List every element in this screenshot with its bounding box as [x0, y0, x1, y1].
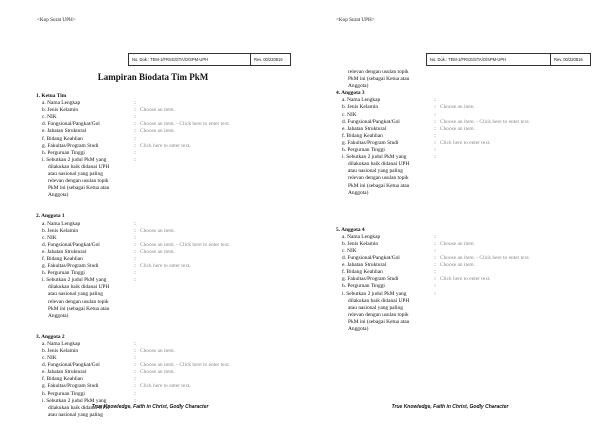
colon: :	[134, 340, 136, 347]
left-column	[36, 93, 294, 419]
field-label: i. Sebutkan 2 judul PkM yang	[42, 156, 107, 163]
field-label-continuation: relevan dengan usulan topik	[348, 69, 409, 75]
field-label-continuation: dilakukan baik didanai UPH	[48, 163, 110, 170]
field-label: c. NIK	[342, 111, 357, 118]
colon: :	[134, 135, 136, 142]
section-heading: 3. Anggota 2	[36, 333, 65, 340]
field-row-bidang	[36, 136, 294, 143]
field-label-continuation: atau nasional yang paling	[48, 411, 103, 418]
colon: :	[134, 121, 136, 128]
colon: :	[434, 262, 436, 269]
field-label: g. Fakultas/Program Studi	[42, 142, 99, 149]
field-label: i. Sebutkan 2 judul PkM yang	[42, 397, 107, 404]
section-anggota-2-continued	[336, 69, 594, 90]
text-field[interactable]: Click here to enter text.	[140, 383, 191, 390]
field-label: b. Jenis Kelamin	[342, 104, 379, 111]
colon: :	[434, 147, 436, 154]
colon: :	[434, 154, 436, 161]
field-label: b. Jenis Kelamin	[42, 107, 79, 114]
field-label: d. Fungsional/Pangkat/Gol	[342, 118, 400, 125]
choose-item-dropdown[interactable]: Choose an item.	[140, 227, 175, 234]
field-label-continuation: PkM ini (sebagai Ketua atau	[348, 182, 410, 189]
field-row-jabatan	[36, 128, 294, 135]
colon: :	[434, 233, 436, 240]
field-label: d. Fungsional/Pangkat/Gol	[42, 362, 100, 369]
choose-item-dropdown[interactable]: Choose an item.	[140, 348, 175, 354]
colon: :	[134, 128, 136, 135]
colon: :	[134, 107, 136, 114]
text-field[interactable]: Click here to enter text.	[140, 142, 191, 149]
field-label: e. Jabatan Struktural	[42, 369, 87, 376]
field-row-jabatan	[336, 126, 594, 133]
section-heading: 1. Ketua Tim	[36, 93, 67, 99]
field-label: e. Jabatan Struktural	[342, 125, 387, 132]
field-label-continuation: atau nasional yang paling	[348, 304, 403, 311]
field-row-fakultas	[336, 140, 594, 147]
colon: :	[434, 255, 436, 262]
colon: :	[134, 149, 136, 156]
choose-item-dropdown[interactable]: Choose an item.	[440, 262, 475, 269]
field-label: b. Jenis Kelamin	[342, 240, 379, 247]
field-row-fakultas	[336, 276, 594, 283]
field-label-continuation: relevan dengan usulan topik	[348, 311, 409, 318]
choose-item-dropdown[interactable]: Choose an item.	[140, 107, 175, 114]
field-row-nik	[36, 114, 294, 121]
colon: :	[434, 240, 436, 247]
field-row-nik	[336, 248, 594, 255]
field-label: e. Jabatan Struktural	[42, 128, 87, 135]
field-row-jenis-kelamin	[36, 107, 294, 114]
colon: :	[134, 114, 136, 121]
field-row-judul-pkm	[336, 154, 594, 161]
field-label-continuation: PkM ini (sebagai Ketua atau	[348, 318, 410, 325]
choose-item-text-field[interactable]: Choose an item. - Click here to enter text.	[440, 118, 531, 125]
choose-item-text-field[interactable]: Choose an item. - Click here to enter text.	[140, 241, 231, 248]
choose-item-text-field[interactable]: Choose an item. - Click here to enter text.	[440, 255, 531, 262]
field-label: a. Nama Lengkap	[42, 340, 81, 347]
field-label-continuation: Anggota)	[48, 312, 69, 319]
field-row-bidang	[336, 133, 594, 140]
document-page-right	[300, 0, 600, 424]
field-label: b. Jenis Kelamin	[42, 227, 79, 234]
field-label: d. Fungsional/Pangkat/Gol	[42, 241, 100, 248]
colon: :	[134, 234, 136, 241]
field-row-nik	[336, 112, 594, 119]
field-label: a. Nama Lengkap	[342, 97, 381, 104]
field-label: h. Perguruan Tinggi	[42, 270, 85, 277]
field-row-nama	[336, 97, 594, 104]
field-row-jenis-kelamin	[36, 348, 294, 355]
colon: :	[134, 397, 136, 404]
field-label: f. Bidang Keahlian	[42, 135, 83, 142]
field-label-continuation: dilakukan baik didanai UPH	[348, 161, 410, 168]
field-row-perguruan	[336, 147, 594, 154]
section-heading: 5. Anggota 4	[336, 226, 365, 233]
choose-item-dropdown[interactable]: Choose an item.	[440, 104, 475, 111]
field-label: h. Perguruan Tinggi	[42, 149, 85, 156]
field-label-continuation: atau nasional yang paling	[48, 171, 103, 178]
field-label: a. Nama Lengkap	[342, 233, 381, 240]
page-footer-motto: True Knowledge, Faith in Christ, Godly Character	[391, 404, 509, 410]
field-label-continuation: relevan dengan usulan topik	[48, 178, 109, 185]
field-row-perguruan	[336, 283, 594, 290]
field-row-bidang	[36, 256, 294, 263]
field-label-continuation: relevan dengan usulan topik	[348, 175, 409, 182]
field-label-continuation: relevan dengan usulan topik	[48, 298, 109, 305]
field-label: i. Sebutkan 2 judul PkM yang	[342, 290, 407, 297]
field-label-continuation: Anggota)	[348, 189, 369, 196]
field-label: d. Fungsional/Pangkat/Gol	[42, 121, 100, 128]
field-row-fungsional	[336, 255, 594, 262]
field-label-continuation: atau nasional yang paling	[48, 291, 103, 298]
colon: :	[134, 390, 136, 397]
field-row-jabatan	[336, 262, 594, 269]
field-row-nama	[36, 221, 294, 228]
field-row-nama	[36, 341, 294, 348]
field-label: c. NIK	[42, 114, 57, 121]
field-label-continuation: dilakukan baik didanai UPH	[48, 404, 110, 411]
field-label: h. Perguruan Tinggi	[42, 390, 85, 397]
document-number: No. Dok.: TEM-1/FRSG/STA/O/SPM-UPH	[132, 57, 209, 62]
section-heading: 4. Anggota 3	[336, 90, 365, 97]
colon: :	[134, 376, 136, 383]
field-label: a. Nama Lengkap	[42, 220, 81, 227]
colon: :	[134, 248, 136, 255]
colon: :	[434, 139, 436, 146]
colon: :	[434, 104, 436, 111]
colon: :	[134, 277, 136, 284]
right-column	[336, 69, 594, 333]
field-label: h. Perguruan Tinggi	[342, 283, 385, 290]
letterhead-placeholder: <Kop Surat UPH>	[37, 17, 76, 23]
field-row-fakultas	[36, 383, 294, 390]
choose-item-dropdown[interactable]: Choose an item.	[440, 125, 475, 132]
document-number-table	[426, 53, 591, 66]
field-row-perguruan	[36, 391, 294, 398]
section-anggota-4	[336, 227, 594, 333]
field-row-perguruan	[36, 150, 294, 157]
field-row-nama	[36, 100, 294, 107]
colon: :	[134, 220, 136, 227]
field-row-fungsional	[36, 121, 294, 128]
field-row-jabatan	[36, 249, 294, 256]
choose-item-text-field[interactable]: Choose an item. - Click here to enter text.	[140, 121, 231, 128]
colon: :	[134, 355, 136, 362]
field-label: d. Fungsional/Pangkat/Gol	[342, 255, 400, 262]
choose-item-dropdown[interactable]: Choose an item.	[140, 128, 175, 135]
colon: :	[434, 269, 436, 276]
colon: :	[434, 283, 436, 290]
field-row-fakultas	[36, 143, 294, 150]
colon: :	[434, 125, 436, 132]
field-row-nik	[36, 235, 294, 242]
letterhead-placeholder: <Kop Surat UPH>	[336, 17, 375, 23]
section-ketua-tim	[36, 93, 294, 199]
field-label-continuation: Anggota)	[348, 326, 369, 332]
field-label: e. Jabatan Struktural	[342, 262, 387, 269]
field-label-continuation: dilakukan baik didanai UPH	[48, 284, 110, 291]
colon: :	[134, 100, 136, 107]
field-label-continuation: Anggota)	[348, 83, 369, 90]
field-row-jenis-kelamin	[36, 228, 294, 235]
field-label: c. NIK	[342, 247, 357, 254]
field-label: g. Fakultas/Program Studi	[42, 263, 99, 270]
field-label: g. Fakultas/Program Studi	[42, 383, 99, 390]
text-field[interactable]: Click here to enter text.	[140, 263, 191, 270]
field-label-continuation: Anggota)	[48, 192, 69, 199]
field-label: g. Fakultas/Program Studi	[342, 139, 399, 146]
colon: :	[434, 290, 436, 297]
choose-item-text-field[interactable]: Choose an item. - Click here to enter text.	[140, 362, 231, 369]
field-label-continuation: PkM ini (sebagai Ketua atau	[48, 185, 110, 192]
section-anggota-1	[36, 213, 294, 319]
section-heading: 2. Anggota 1	[36, 213, 65, 220]
field-label: f. Bidang Keahlian	[342, 269, 383, 276]
field-label: b. Jenis Kelamin	[42, 348, 79, 354]
field-label: h. Perguruan Tinggi	[342, 147, 385, 154]
field-row-fungsional	[36, 362, 294, 369]
revision-number: Rev. 00/220816	[550, 54, 590, 65]
colon: :	[134, 369, 136, 376]
section-anggota-3	[336, 90, 594, 196]
page-footer-motto: True Knowledge, Faith in Christ, Godly Character	[91, 404, 209, 410]
choose-item-dropdown[interactable]: Choose an item.	[440, 240, 475, 247]
blank-space	[336, 197, 594, 227]
colon: :	[434, 276, 436, 283]
colon: :	[134, 142, 136, 149]
field-row-perguruan	[36, 270, 294, 277]
revision-number: Rev. 00/220816	[250, 54, 290, 65]
field-label: i. Sebutkan 2 judul PkM yang	[42, 277, 107, 284]
field-row-judul-pkm	[36, 157, 294, 164]
page-title: Lampiran Biodata Tim PkM	[97, 72, 209, 82]
document-number: No. Dok.: TEM-1/FRSG/STA/O/SPM-UPH	[430, 57, 507, 62]
field-row-fakultas	[36, 263, 294, 270]
field-label: e. Jabatan Struktural	[42, 248, 87, 255]
field-label: f. Bidang Keahlian	[42, 376, 83, 383]
field-label: a. Nama Lengkap	[42, 100, 81, 107]
choose-item-dropdown[interactable]: Choose an item.	[140, 369, 175, 376]
field-row-fungsional	[36, 242, 294, 249]
document-number-table	[128, 53, 291, 66]
colon: :	[134, 227, 136, 234]
text-field[interactable]: Click here to enter text.	[440, 276, 491, 283]
field-row-bidang	[36, 376, 294, 383]
colon: :	[134, 263, 136, 270]
field-row-jenis-kelamin	[336, 104, 594, 111]
field-label: c. NIK	[42, 234, 57, 241]
colon: :	[134, 156, 136, 163]
choose-item-dropdown[interactable]: Choose an item.	[140, 248, 175, 255]
colon: :	[134, 383, 136, 390]
colon: :	[134, 348, 136, 354]
field-row-nama	[336, 234, 594, 241]
field-row-judul-pkm	[336, 291, 594, 298]
colon: :	[434, 247, 436, 254]
field-row-bidang	[336, 269, 594, 276]
field-row-fungsional	[336, 119, 594, 126]
colon: :	[434, 111, 436, 118]
colon: :	[134, 270, 136, 277]
text-field[interactable]: Click here to enter text.	[440, 139, 491, 146]
field-label-continuation: atau nasional yang paling	[348, 168, 403, 175]
colon: :	[434, 97, 436, 104]
field-label: i. Sebutkan 2 judul PkM yang	[342, 154, 407, 161]
colon: :	[134, 241, 136, 248]
field-label: f. Bidang Keahlian	[342, 132, 383, 139]
colon: :	[434, 118, 436, 125]
field-row-jabatan	[36, 369, 294, 376]
colon: :	[134, 255, 136, 262]
field-label: c. NIK	[42, 355, 57, 362]
colon: :	[434, 132, 436, 139]
field-label-continuation: dilakukan baik didanai UPH	[348, 297, 410, 304]
field-label-continuation: PkM ini (sebagai Ketua atau	[48, 305, 110, 312]
field-row-judul-pkm	[36, 277, 294, 284]
field-label: g. Fakultas/Program Studi	[342, 276, 399, 283]
field-label-continuation: PkM ini (sebagai Ketua atau	[348, 76, 410, 83]
colon: :	[134, 362, 136, 369]
field-row-nik	[36, 355, 294, 362]
field-row-jenis-kelamin	[336, 241, 594, 248]
field-label: f. Bidang Keahlian	[42, 255, 83, 262]
